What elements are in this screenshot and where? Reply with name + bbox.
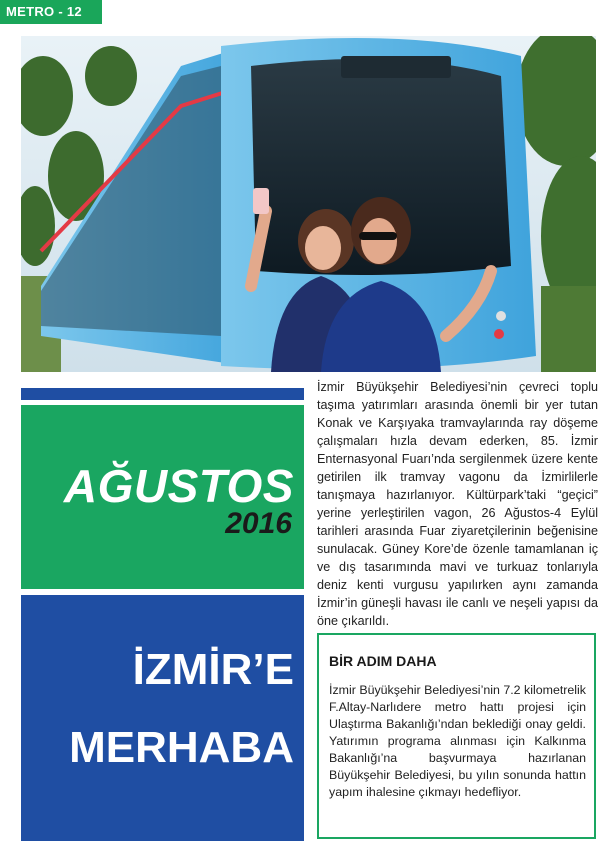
issue-month: AĞUSTOS — [63, 460, 294, 512]
tram-photo — [21, 36, 596, 372]
headline-line-2: MERHABA — [69, 723, 294, 772]
issue-year: 2016 — [225, 507, 292, 540]
sidebar-box — [317, 633, 596, 839]
page-section-tag: METRO - 12 — [0, 0, 102, 24]
headline-panel — [21, 595, 304, 841]
tram-illustration — [21, 36, 596, 372]
date-panel — [21, 405, 304, 589]
headline-line-1: İZMİR’E — [132, 645, 294, 694]
sidebar-title: BİR ADIM DAHA — [329, 653, 437, 669]
sidebar-body: İzmir Büyükşehir Belediyesi’nin 7.2 kilometrelik F.Altay-Narlıdere metro hattı projesi için Ulaştırma Bakanlığı’ndan beklediği onay geldi. Yatırımın programa alınması için Kalkınma Bakanlığı’na başvurmaya hazırlanan Büyükşehir Belediyesi, bu yılın sonunda hattın yapım ihalesine çıkmayı hedefliyor. — [329, 683, 586, 799]
decorative-blue-bar — [21, 388, 304, 400]
article-body: İzmir Büyükşehir Belediyesi’nin çevreci toplu taşıma yatırımları arasında önemli bir yer tutan Konak ve Karşıyaka tramvaylarında ray döşeme çalışmaları hızla devam ederken, 85. İzmir Enternasyonal Fuarı’nda sergilenmek üzere kente getirilen ilk tramvay vagonu da İzmirlilerle tanışmaya hazırlanıyor. Kültürpark’taki “geçici” yerine yerleştirilen vagon, 26 Ağustos-4 Eylül tarihleri arasında Fuar ziyaretçilerinin beğenisine sunulacak. Güney Kore’de özenle tamamlanan iç ve dış tasarımında mavi ve turkuaz tonlarıyla deniz kenti vurgusu yapılırken aynı zamanda İzmir’in güneşli havası ile canlı ve neşeli yapısı da öne çıkarıldı. — [317, 380, 598, 628]
